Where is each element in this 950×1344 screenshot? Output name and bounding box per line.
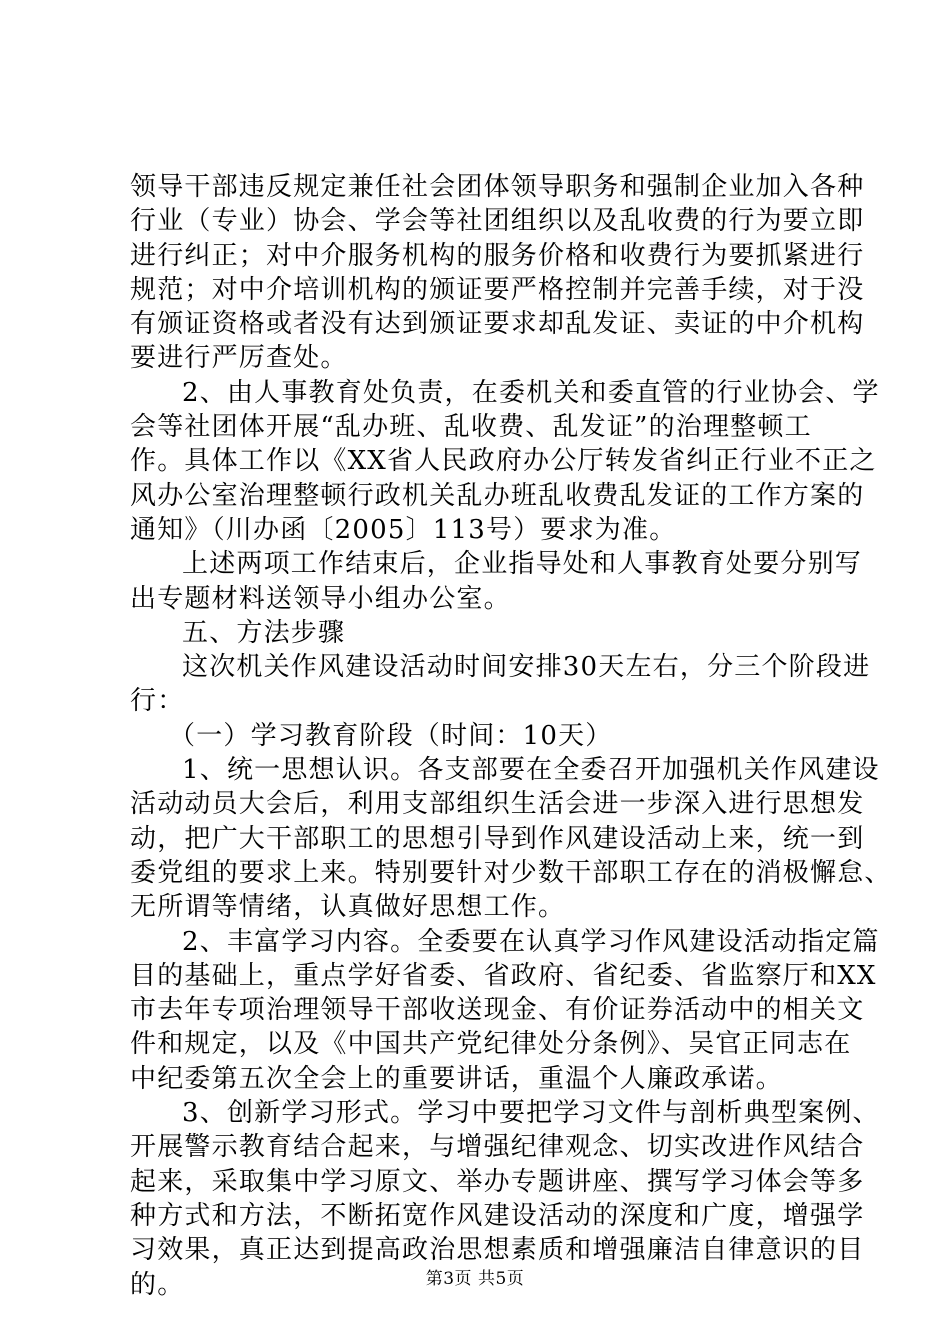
text-line: 开展警示教育结合起来，与增强纪律观念、切实改进作风结合 [130,1132,865,1163]
paragraph-start-line: 这次机关作风建设活动时间安排30天左右，分三个阶段进 [182,652,871,683]
text-line: 风办公室治理整顿行政机关乱办班乱收费乱发证的工作方案的 [130,480,865,511]
paragraph-start-line: 3、创新学习形式。学习中要把学习文件与剖析典型案例、 [182,1098,880,1129]
text-line: 件和规定，以及《中国共产党纪律处分条例》、吴官正同志在 [130,1029,852,1060]
text-line: 市去年专项治理领导干部收送现金、有价证券活动中的相关文 [130,995,865,1026]
text-line: 行业（专业）协会、学会等社团组织以及乱收费的行为要立即 [130,206,865,237]
document-body [130,170,892,1302]
text-line: 委党组的要求上来。特别要针对少数干部职工存在的消极懈怠、 [130,857,892,888]
text-line: 行： [130,686,185,717]
subsection-heading: （一）学习教育阶段（时间：10天） [169,720,613,751]
paragraph-start-line: 2、丰富学习内容。全委要在认真学习作风建设活动指定篇 [182,926,880,957]
text-line: 规范；对中介培训机构的颁证要严格控制并完善手续，对于没 [130,274,865,305]
paragraph-start-line: 上述两项工作结束后，企业指导处和人事教育处要分别写 [182,549,863,580]
text-line: 习效果，真正达到提高政治思想素质和增强廉洁自律意识的目 [130,1235,865,1266]
page-number-label: 第3页 共5页 [425,1269,525,1289]
paragraph-start-line: 1、统一思想认识。各支部要在全委召开加强机关作风建设 [182,755,880,786]
text-line: 活动动员大会后，利用支部组织生活会进一步深入进行思想发 [130,789,865,820]
text-line: 种方式和方法，不断拓宽作风建设活动的深度和广度，增强学 [130,1200,865,1231]
text-line: 进行纠正；对中介服务机构的服务价格和收费行为要抓紧进行 [130,240,865,271]
text-line: 出专题材料送领导小组办公室。 [130,583,511,614]
text-line: 会等社团体开展“乱办班、乱收费、乱发证”的治理整顿工 [130,412,812,443]
text-line: 的。 [130,1269,185,1300]
paragraph-start-line: 2、由人事教育处负责，在委机关和委直管的行业协会、学 [182,377,880,408]
text-line: 通知》（川办函〔2005〕113号）要求为准。 [130,514,677,545]
text-line: 无所谓等情绪，认真做好思想工作。 [130,892,566,923]
page-footer [0,1268,950,1290]
text-line: 作。具体工作以《XX省人民政府办公厅转发省纠正行业不正之 [130,446,877,477]
text-line: 目的基础上，重点学好省委、省政府、省纪委、省监察厅和XX [130,960,877,991]
text-line: 要进行严厉查处。 [130,343,348,374]
text-line: 中纪委第五次全会上的重要讲话，重温个人廉政承诺。 [130,1063,783,1094]
text-line: 动，把广大干部职工的思想引导到作风建设活动上来，统一到 [130,823,865,854]
text-line: 领导干部违反规定兼任社会团体领导职务和强制企业加入各种 [130,172,865,202]
text-line: 有颁证资格或者没有达到颁证要求却乱发证、卖证的中介机构 [130,309,865,340]
text-line: 起来，采取集中学习原文、举办专题讲座、撰写学习体会等多 [130,1166,865,1197]
section-heading: 五、方法步骤 [182,617,346,648]
